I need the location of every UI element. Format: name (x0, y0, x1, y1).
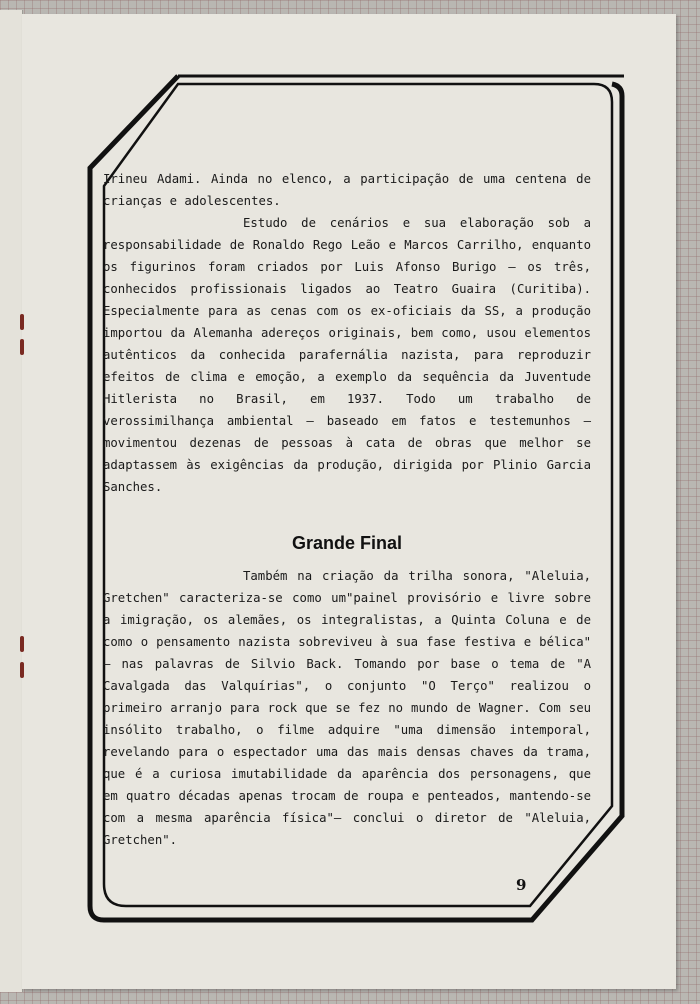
bottom-text-block (103, 565, 591, 851)
page-number: 9 (516, 876, 527, 894)
paragraph-sets-costumes: Estudo de cenários e sua elaboração sob a responsabilidade de Ronaldo Rego Leão e Marcos Carrilho, enquanto os figurinos foram criados por Luis Afonso Burigo — os três, conhecidos profissionais ligados ao Teatro Guaira (Curitiba). Especialmente para as cenas com os ex-oficiais da SS, a produção importou da Alemanha adereços originais, bem como, usou elementos autênticos da conhecida parafernália nazista, para reproduzir efeitos de clima e emoção, a exemplo da sequência da Juventude Hitlerista no Brasil, em 1937. Todo um trabalho de verossimilhança ambiental — baseado em fatos e testemunhos — movimentou dezenas de pessoas à cata de obras que melhor se adaptassem às exigências da produção, dirigida por Plinio Garcia Sanches. (103, 216, 591, 494)
section-heading: Grande Final (291, 533, 403, 553)
paragraph-soundtrack: Também na criação da trilha sonora, "Aleluia, Gretchen" caracteriza-se como um"painel provisório e livre sobre a imigração, os alemães, os integralistas, a Quinta Coluna e de como o pensamento nazista sobreviveu à sua fase festiva e bélica" — nas palavras de Silvio Back. Tomando por base o tema de "A Cavalgada das Valquírias", o conjunto "O Terço" realizou o primeiro arranjo para rock que se fez no mundo de Wagner. Com seu insólito trabalho, o filme adquire "uma dimensão intemporal, revelando para o espectador uma das mais densas chaves da trama, que é a curiosa imutabilidade da aparência dos personagens, que em quatro décadas apenas trocam de roupa e penteados, mantendo-se com a mesma aparência física"— conclui o diretor de "Aleluia, Gretchen". (103, 569, 591, 847)
top-text-block (103, 168, 591, 498)
paragraph-cast: Irineu Adami. Ainda no elenco, a participação de uma centena de crianças e adolescentes. (103, 172, 591, 208)
